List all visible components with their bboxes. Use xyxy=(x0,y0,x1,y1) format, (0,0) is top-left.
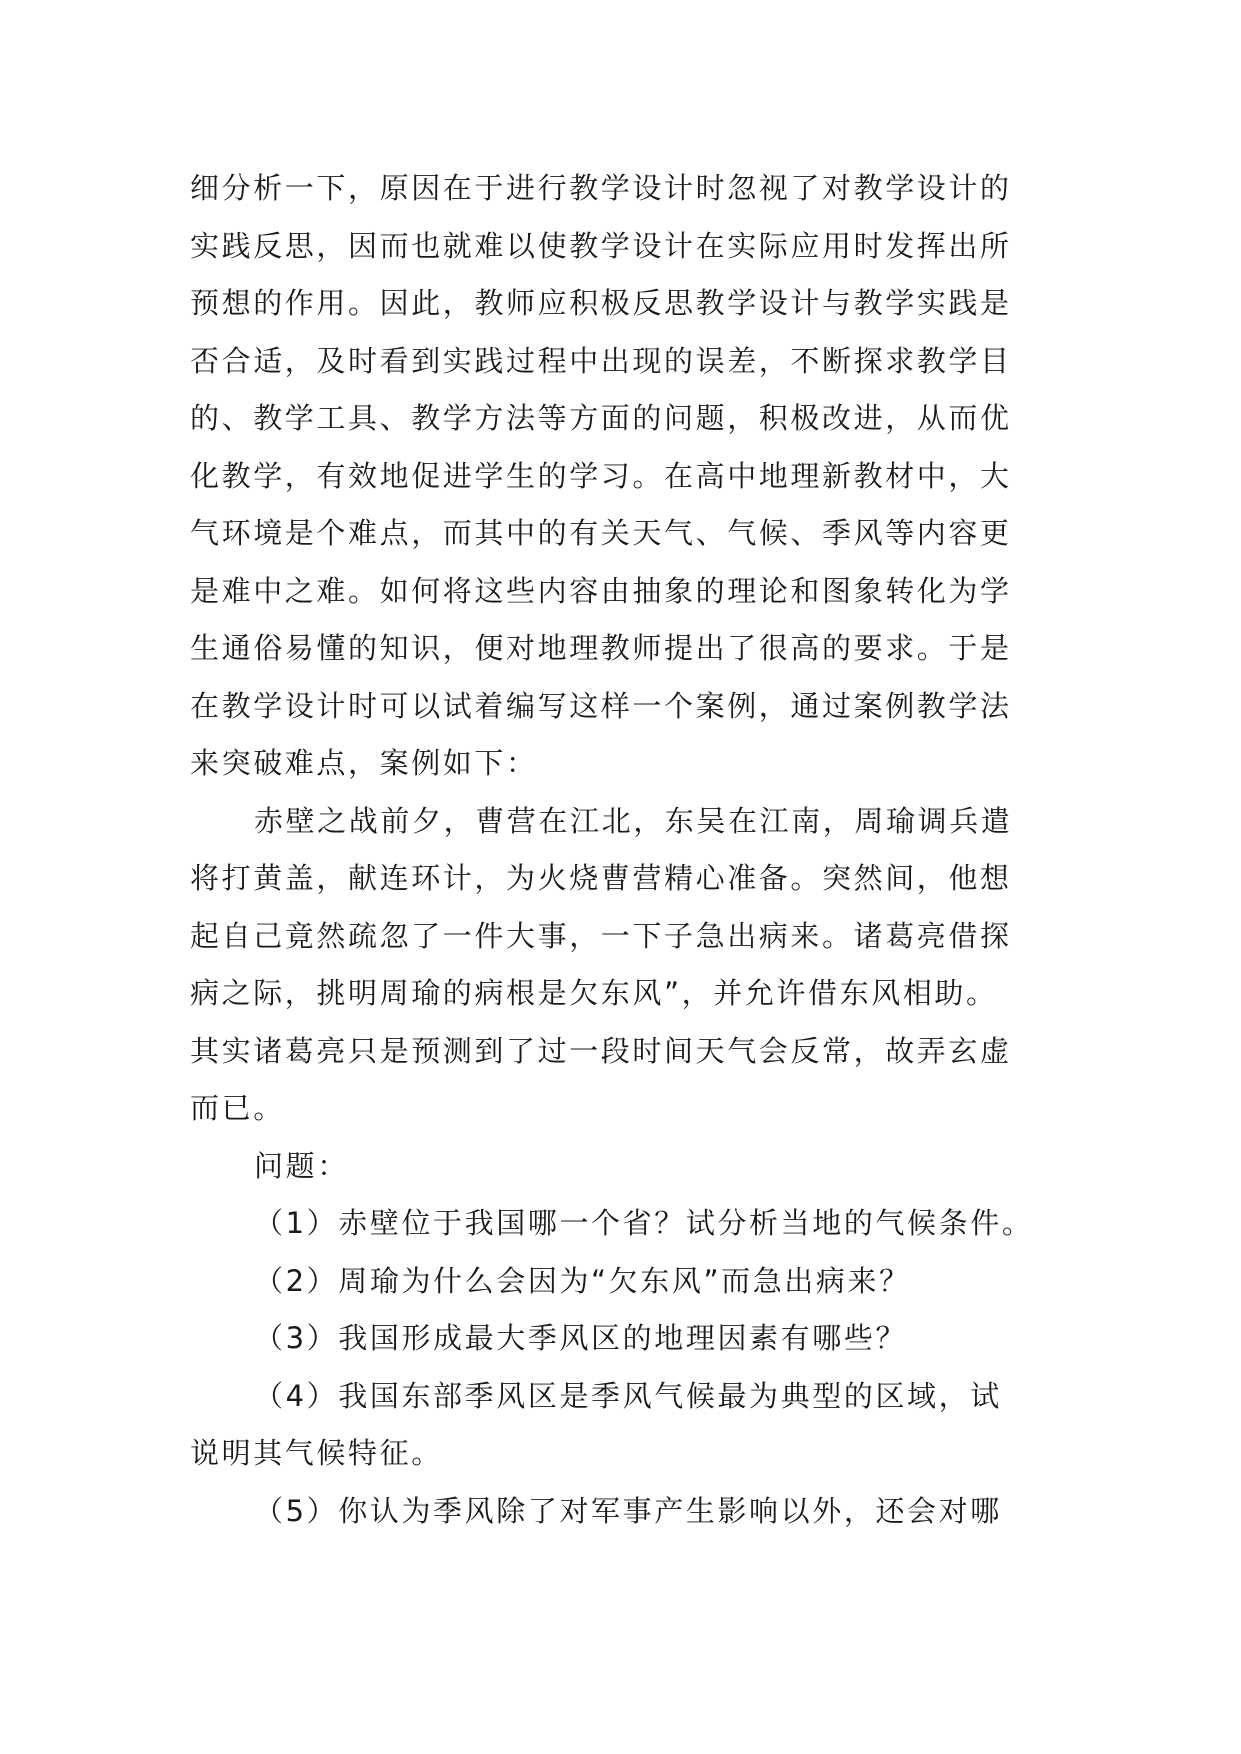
paragraph-case-story xyxy=(190,793,1055,1138)
question-2: （2）周瑜为什么会因为“欠东风”而急出病来？ xyxy=(254,1263,911,1298)
text-line: 病之际，挑明周瑜的病根是欠东风”，并允许借东风相助。 xyxy=(190,976,998,1010)
text-line: （4）我国东部季风区是季风气候最为典型的区域，试 xyxy=(254,1378,1002,1413)
question-4 xyxy=(190,1368,1055,1483)
text-line: 而已。 xyxy=(190,1091,285,1125)
questions-heading: 问题： xyxy=(254,1148,349,1183)
text-line: 否合适，及时看到实践过程中出现的误差，不断探求教学目 xyxy=(190,343,1012,378)
text-line: 实践反思，因而也就难以使教学设计在实际应用时发挥出所 xyxy=(190,228,1012,263)
text-line: 在教学设计时可以试着编写这样一个案例，通过案例教学法 xyxy=(190,688,1012,723)
question-5: （5）你认为季风除了对军事产生影响以外，还会对哪 xyxy=(254,1493,1002,1528)
text-line: 将打黄盖，献连环计，为火烧曹营精心准备。突然间，他想 xyxy=(190,861,1012,895)
question-3: （3）我国形成最大季风区的地理因素有哪些？ xyxy=(254,1321,908,1355)
text-line: 来突破难点，案例如下： xyxy=(190,746,538,780)
text-line: 化教学，有效地促进学生的学习。在高中地理新教材中，大 xyxy=(190,458,1012,493)
text-line: 气环境是个难点，而其中的有关天气、气候、季风等内容更 xyxy=(190,516,1012,550)
paragraph-analysis xyxy=(190,160,1055,793)
text-line: 预想的作用。因此，教师应积极反思教学设计与教学实践是 xyxy=(190,286,1012,320)
text-line: 是难中之难。如何将这些内容由抽象的理论和图象转化为学 xyxy=(190,573,1012,608)
text-line: 生通俗易懂的知识，便对地理教师提出了很高的要求。于是 xyxy=(190,631,1012,665)
question-1: （1）赤壁位于我国哪一个省？试分析当地的气候条件。 xyxy=(254,1206,1034,1240)
document-body xyxy=(190,160,1055,1540)
text-line: 起自己竟然疏忽了一件大事，一下子急出病来。诸葛亮借探 xyxy=(190,918,1012,953)
text-line: 细分析一下，原因在于进行教学设计时忽视了对教学设计的 xyxy=(190,171,1012,205)
text-line: 说明其气候特征。 xyxy=(190,1436,443,1470)
text-line: 赤壁之战前夕，曹营在江北，东吴在江南，周瑜调兵遣 xyxy=(254,803,1013,838)
text-line: 其实诸葛亮只是预测到了过一段时间天气会反常，故弄玄虚 xyxy=(190,1033,1012,1068)
text-line: 的、教学工具、教学方法等方面的问题，积极改进，从而优 xyxy=(190,401,1012,435)
